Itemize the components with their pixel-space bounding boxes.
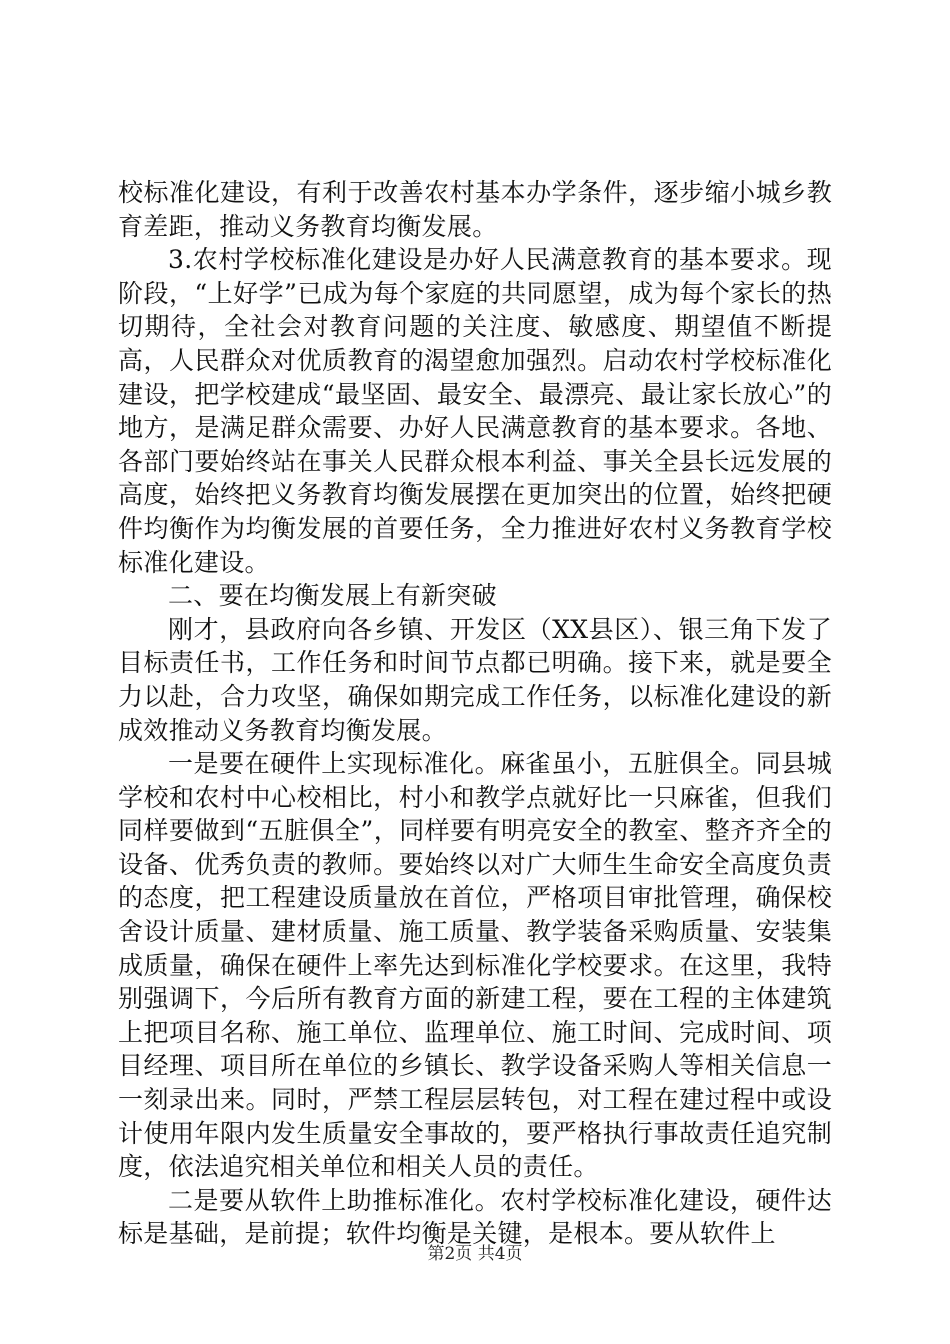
paragraph-software: 二是要从软件上助推标准化。农村学校标准化建设，硬件达标是基础，是前提；软件均衡是关键，是根本。要从软件上: [118, 1185, 832, 1249]
paragraph-continuation: 校标准化建设，有利于改善农村基本办学条件，逐步缩小城乡教育差距，推动义务教育均衡发展。: [118, 178, 832, 241]
page-footer: [0, 1242, 950, 1266]
page-number: 第2页 共4页: [427, 1244, 523, 1264]
paragraph-hardware: 一是要在硬件上实现标准化。麻雀虽小，五脏俱全。同县城学校和农村中心校相比，村小和教学点就好比一只麻雀，但我们同样要做到“五脏俱全”，同样要有明亮安全的教室、整齐齐全的设备、优秀负责的教师。要始终以对广大师生生命安全高度负责的态度，把工程建设质量放在首位，严格项目审批管理，确保校舍设计质量、建材质量、施工质量、教学装备采购质量、安装集成质量，确保在硬件上率先达到标准化学校要求。在这里，我特别强调下，今后所有教育方面的新建工程，要在工程的主体建筑上把项目名称、施工单位、监理单位、施工时间、完成时间、项目经理、项目所在单位的乡镇长、教学设备采购人等相关信息一一刻录出来。同时，严禁工程层层转包，对工程在建过程中或设计使用年限内发生质量安全事故的，要严格执行事故责任追究制度，依法追究相关单位和相关人员的责任。: [118, 749, 832, 1182]
paragraph-point-3: 3.农村学校标准化建设是办好人民满意教育的基本要求。现阶段，“上好学”已成为每个家庭的共同愿望，成为每个家长的热切期待，全社会对教育问题的关注度、敏感度、期望值不断提高，人民群众对优质教育的渴望愈加强烈。启动农村学校标准化建设，把学校建成“最坚固、最安全、最漂亮、最让家长放心”的地方，是满足群众需要、办好人民满意教育的基本要求。各地、各部门要始终站在事关人民群众根本利益、事关全县长远发展的高度，始终把义务教育均衡发展摆在更加突出的位置，始终把硬件均衡作为均衡发展的首要任务，全力推进好农村义务教育学校标准化建设。: [118, 245, 832, 577]
paragraph-intro: 刚才，县政府向各乡镇、开发区（XX县区）、银三角下发了目标责任书，工作任务和时间节点都已明确。接下来，就是要全力以赴，合力攻坚，确保如期完成工作任务，以标准化建设的新成效推动义务教育均衡发展。: [118, 614, 832, 745]
section-heading-2: 二、要在均衡发展上有新突破: [168, 581, 497, 611]
body-text: [118, 176, 832, 1251]
